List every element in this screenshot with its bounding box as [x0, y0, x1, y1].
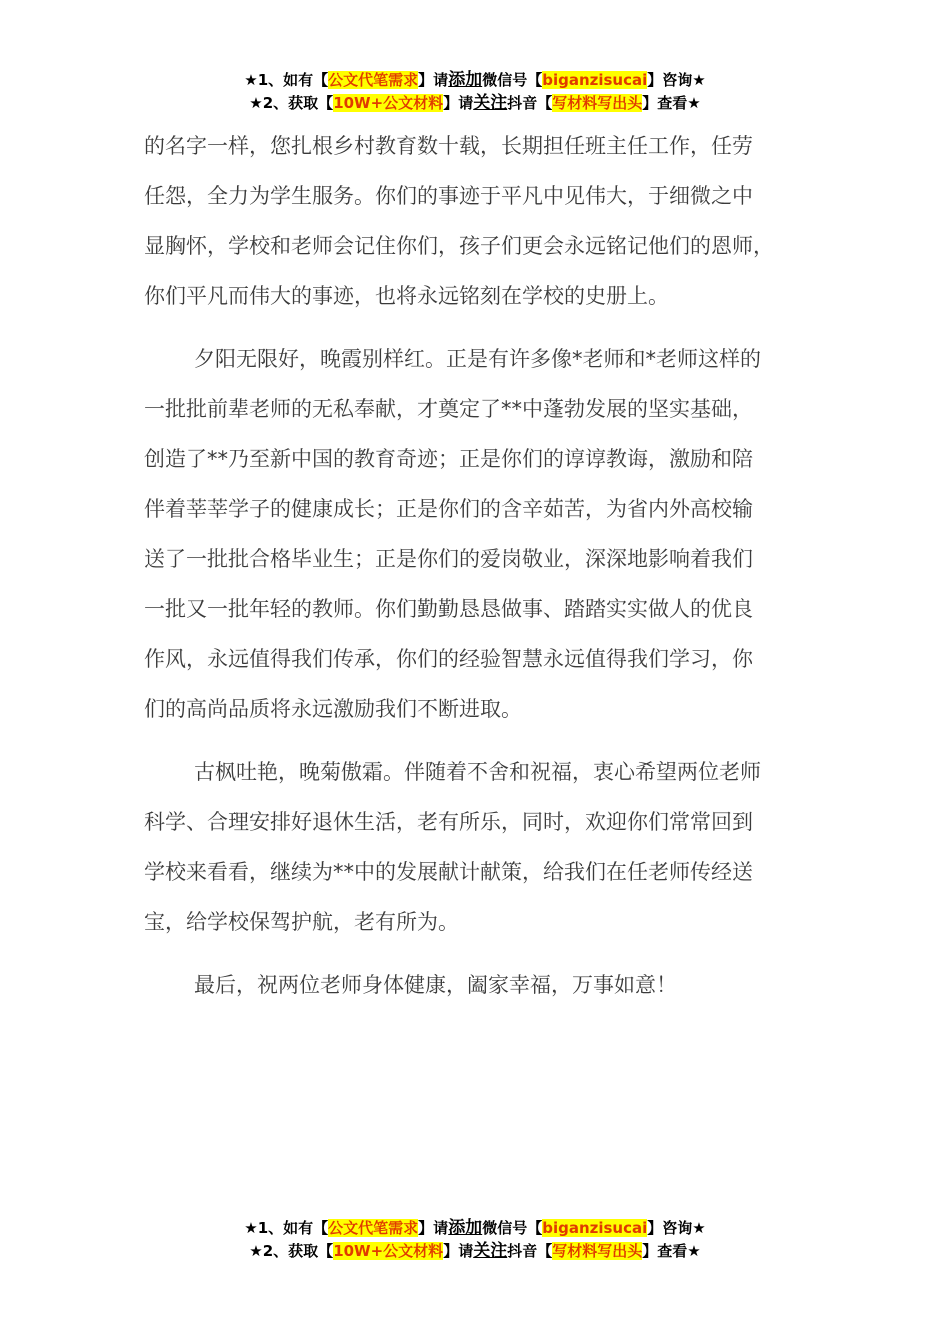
paragraph-1 [144, 121, 814, 321]
banner-line-1 [0, 1217, 950, 1240]
banner-line-1 [0, 69, 950, 92]
banner-line-2 [0, 1240, 950, 1263]
banner-text: 】请 [418, 71, 449, 89]
header-banner [0, 69, 950, 115]
text-line: 宝，给学校保驾护航，老有所为。 [144, 910, 459, 934]
highlight-materials: 10W+公文材料 [333, 1242, 444, 1260]
text-line: 一批又一批年轻的教师。你们勤勤恳恳做事、踏踏实实做人的优良 [144, 597, 753, 621]
paragraph-4 [144, 960, 814, 1010]
banner-text: 】咨询★ [647, 71, 706, 89]
highlight-douyin-id: 写材料写出头 [552, 1242, 643, 1260]
banner-text: 】咨询★ [647, 1219, 706, 1237]
text-line: 古枫吐艳，晚菊傲霜。伴随着不舍和祝福，衷心希望两位老师 [194, 760, 761, 784]
text-line: 科学、合理安排好退休生活，老有所乐，同时，欢迎你们常常回到 [144, 810, 753, 834]
banner-text: ★2、获取【 [249, 1242, 334, 1260]
paragraph-2 [144, 334, 814, 734]
banner-text: 】请 [443, 1242, 474, 1260]
text-line: 的名字一样，您扎根乡村教育数十载，长期担任班主任工作，任劳 [144, 134, 753, 158]
text-line: 你们平凡而伟大的事迹，也将永远铭刻在学校的史册上。 [144, 284, 669, 308]
banner-text: 抖音【 [507, 94, 553, 112]
banner-text: 微信号【 [482, 71, 543, 89]
highlight-wechat-id: biganzisucai [542, 1219, 648, 1237]
text-line: 伴着莘莘学子的健康成长；正是你们的含辛茹苦，为省内外高校输 [144, 497, 753, 521]
banner-text: 】请 [443, 94, 474, 112]
banner-text: 】查看★ [642, 94, 701, 112]
text-line: 夕阳无限好，晚霞别样红。正是有许多像*老师和*老师这样的 [194, 347, 761, 371]
text-line: 学校来看看，继续为**中的发展献计献策，给我们在任老师传经送 [144, 860, 753, 884]
document-body [144, 121, 814, 1010]
banner-text: ★1、如有【 [244, 1219, 329, 1237]
banner-text: 】请 [418, 1219, 449, 1237]
emphasis-add: 添加 [448, 1218, 483, 1238]
highlight-douyin-id: 写材料写出头 [552, 94, 643, 112]
emphasis-add: 添加 [448, 70, 483, 90]
text-line: 们的高尚品质将永远激励我们不断进取。 [144, 697, 522, 721]
banner-text: 】查看★ [642, 1242, 701, 1260]
emphasis-follow: 关注 [473, 1241, 508, 1261]
banner-text: 微信号【 [482, 1219, 543, 1237]
text-line: 最后，祝两位老师身体健康，阖家幸福，万事如意！ [194, 973, 677, 997]
emphasis-follow: 关注 [473, 93, 508, 113]
banner-line-2 [0, 92, 950, 115]
text-line: 作风，永远值得我们传承，你们的经验智慧永远值得我们学习，你 [144, 647, 753, 671]
highlight-wechat-id: biganzisucai [542, 71, 648, 89]
footer-banner [0, 1217, 950, 1263]
banner-text: ★2、获取【 [249, 94, 334, 112]
text-line: 送了一批批合格毕业生；正是你们的爱岗敬业，深深地影响着我们 [144, 547, 753, 571]
paragraph-3 [144, 747, 814, 947]
text-line: 显胸怀，学校和老师会记住你们，孩子们更会永远铭记他们的恩师， [144, 234, 774, 258]
highlight-materials: 10W+公文材料 [333, 94, 444, 112]
banner-text: 抖音【 [507, 1242, 553, 1260]
text-line: 创造了**乃至新中国的教育奇迹；正是你们的谆谆教诲，激励和陪 [144, 447, 753, 471]
text-line: 一批批前辈老师的无私奉献，才奠定了**中蓬勃发展的坚实基础， [144, 397, 753, 421]
text-line: 任怨，全力为学生服务。你们的事迹于平凡中见伟大，于细微之中 [144, 184, 753, 208]
banner-text: ★1、如有【 [244, 71, 329, 89]
highlight-service: 公文代笔需求 [328, 1219, 419, 1237]
highlight-service: 公文代笔需求 [328, 71, 419, 89]
